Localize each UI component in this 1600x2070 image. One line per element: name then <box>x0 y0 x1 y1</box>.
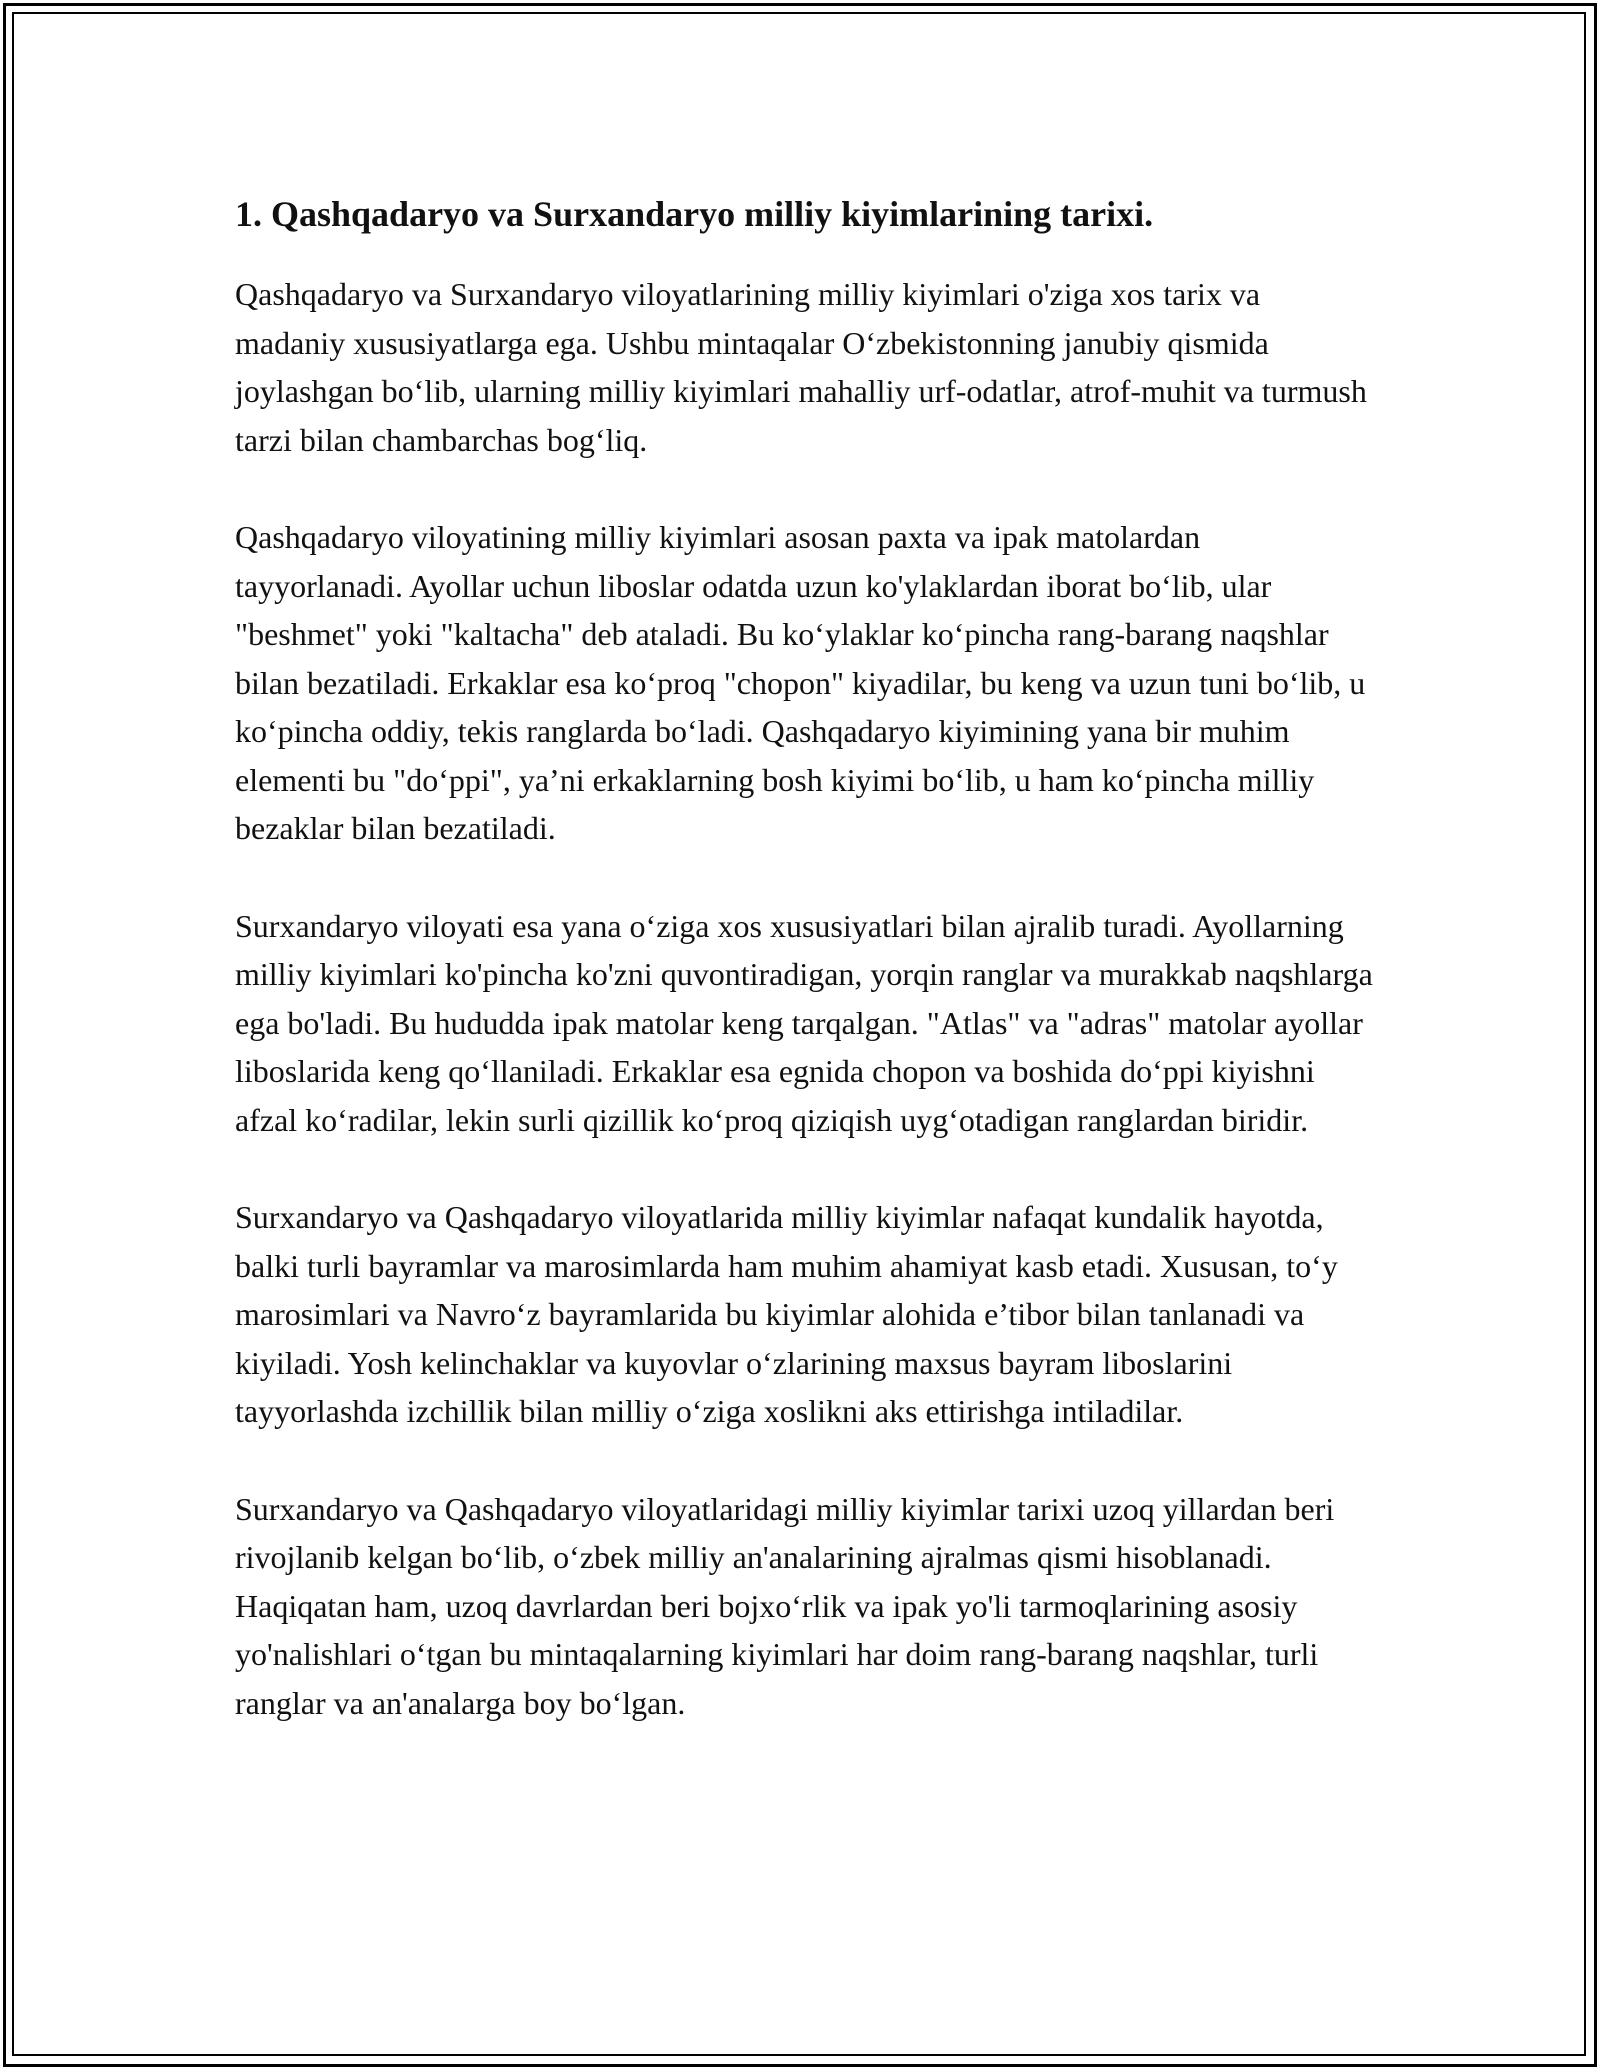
paragraph-5: Surxandaryo va Qashqadaryo viloyatlaridagi milliy kiyimlar tarixi uzoq yillardan beri rivojlanib kelgan bo‘lib, o‘zbek milliy an'analarining ajralmas qismi hisoblanadi. Haqiqatan ham, uzoq davrlardan beri bojxo‘rlik va ipak yo'li tarmoqlarining asosiy yo'nalishlari o‘tgan bu mintaqalarning kiyimlari har doim rang-barang naqshlar, turli ranglar va an'analarga boy bo‘lgan. <box>235 1490 1335 1721</box>
paragraph-4: Surxandaryo va Qashqadaryo viloyatlarida milliy kiyimlar nafaqat kundalik hayotda, balki turli bayramlar va marosimlarda ham muhim ahamiyat kasb etadi. Xususan, to‘y marosimlari va Navro‘z bayramlarida bu kiyimlar alohida e’tibor bilan tanlanadi va kiyiladi. Yosh kelinchaklar va kuyovlar o‘zlarining maxsus bayram liboslarini tayyorlashda izchillik bilan milliy o‘ziga xoslikni aks ettirishga intiladilar. <box>235 1199 1338 1429</box>
paragraph-3: Surxandaryo viloyati esa yana o‘ziga xos xususiyatlari bilan ajralib turadi. Ayollarning milliy kiyimlari ko'pincha ko'zni quvontiradigan, yorqin ranglar va murakkab naqshlarga ega bo'ladi. Bu hududda ipak matolar keng tarqalgan. "Atlas" va "adras" matolar ayollar liboslarida keng qo‘llaniladi. Erkaklar esa egnida chopon va boshida do‘ppi kiyishni afzal ko‘radilar, lekin surli qizillik ko‘proq qiziqish uyg‘otadigan ranglardan biridir. <box>235 907 1373 1138</box>
paragraph-1: Qashqadaryo va Surxandaryo viloyatlarining milliy kiyimlari o'ziga xos tarix va madaniy xususiyatlarga ega. Ushbu mintaqalar O‘zbekistonning janubiy qismida joylashgan bo‘lib, ularning milliy kiyimlari mahalliy urf-odatlar, atrof-muhit va turmush tarzi bilan chambarchas bog‘liq. <box>235 276 1367 458</box>
document-title: 1. Qashqadaryo va Surxandaryo milliy kiyimlarining tarixi. <box>235 194 1154 234</box>
document-body <box>235 188 1375 1776</box>
paragraph-2: Qashqadaryo viloyatining milliy kiyimlari asosan paxta va ipak matolardan tayyorlanadi. Ayollar uchun liboslar odatda uzun ko'ylaklardan iborat bo‘lib, ular "beshmet" yoki "kaltacha" deb ataladi. Bu ko‘ylaklar ko‘pincha rang-barang naqshlar bilan bezatiladi. Erkaklar esa ko‘proq "chopon" kiyadilar, bu keng va uzun tuni bo‘lib, u ko‘pincha oddiy, tekis ranglarda bo‘ladi. Qashqadaryo kiyimining yana bir muhim elementi bu "do‘ppi", ya’ni erkaklarning bosh kiyimi bo‘lib, u ham ko‘pincha milliy bezaklar bilan bezatiladi. <box>235 519 1366 846</box>
